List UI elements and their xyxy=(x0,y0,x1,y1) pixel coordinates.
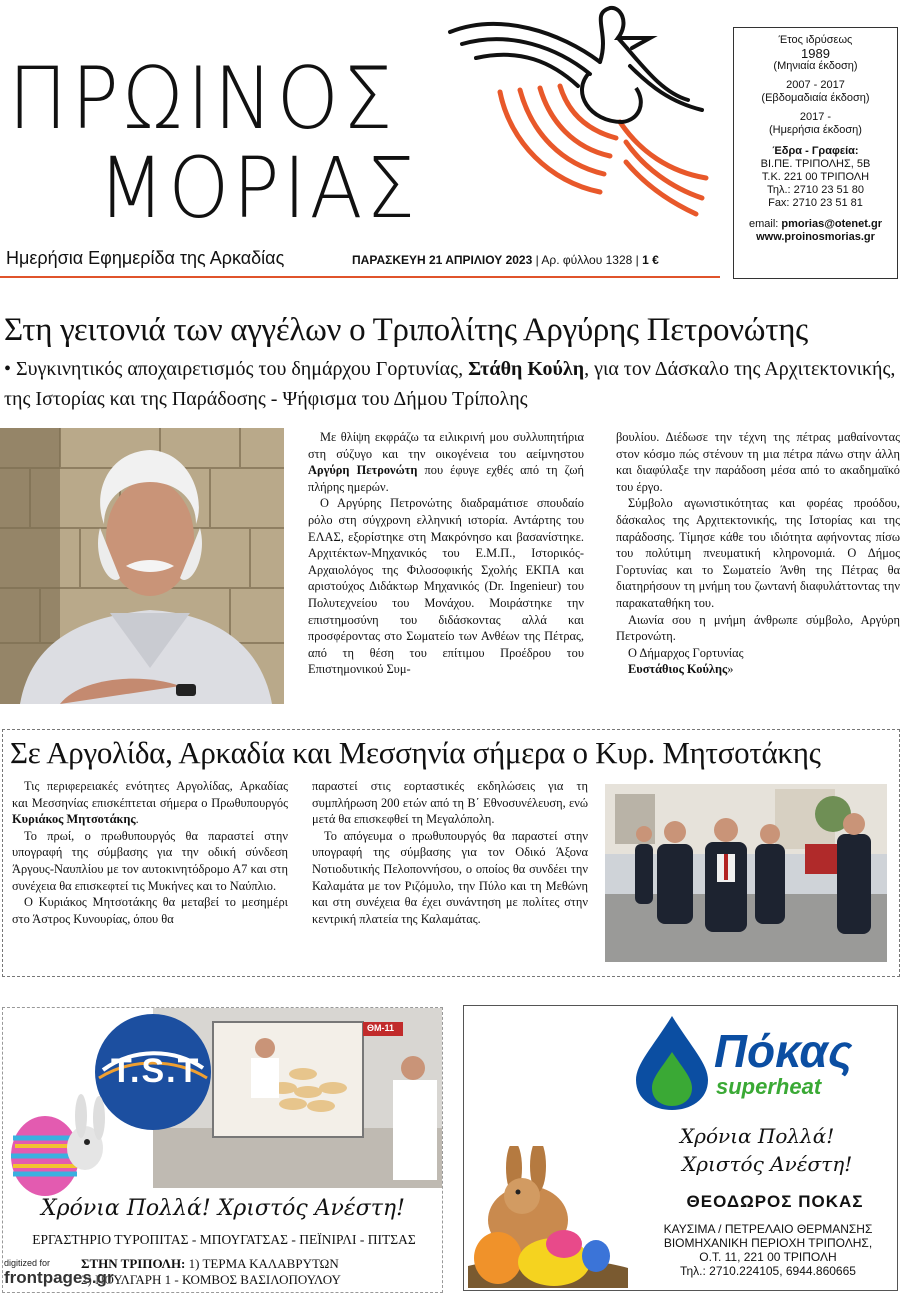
second-column-2 xyxy=(312,778,588,927)
fax: Fax: 2710 23 51 81 xyxy=(768,197,863,209)
period-1: 2007 - 2017 xyxy=(786,79,845,91)
second-c1-p2: Το πρωί, ο πρωθυπουργός θα παραστεί στην υπογραφή της σύμβασης για την οδική σύνδεση Άργους-Ναυπλίου με τον αυτοκινητόδρομο Α7 και στη συνέχεια θα επισκεφτεί τις Μυκήνες και το Ναύπλιο. xyxy=(12,828,288,893)
pokas-line-3: Ο.Τ. 11, 221 00 ΤΡΙΠΟΛΗ xyxy=(699,1250,837,1264)
portrait-photo xyxy=(0,428,284,704)
second-column-1 xyxy=(12,778,288,927)
email-link[interactable]: pmorias@otenet.gr xyxy=(781,218,882,230)
easter-bunny-eggs-icon xyxy=(468,1146,628,1288)
pokas-drop-icon xyxy=(632,1012,712,1112)
tst-greeting: Χρόνια Πολλά! Χριστός Ανέστη! xyxy=(41,1196,405,1221)
lead-signature-end: » xyxy=(727,662,734,677)
tst-sign-text: ΘΜ-11 xyxy=(367,1023,395,1033)
pokas-line-2: ΒΙΟΜΗΧΑΝΙΚΗ ΠΕΡΙΟΧΗ ΤΡΙΠΟΛΗΣ, xyxy=(663,1236,873,1250)
founded-note: (Μηνιαία έκδοση) xyxy=(773,60,858,72)
period-2-note: (Ημερήσια έκδοση) xyxy=(769,124,862,136)
period-2: 2017 - xyxy=(799,111,832,123)
founded-year: 1989 xyxy=(801,46,830,61)
lead-sub-part-b: , για τον Δάσκαλο της Αρχιτεκτονικής, της Ιστορίας και της Παράδοσης - Ψήφισμα του Δήμου Τρίπολης xyxy=(4,358,896,410)
lead-column-1 xyxy=(308,429,584,678)
lead-signature-name: Ευστάθιος Κούλης xyxy=(628,662,728,677)
tst-location-label: ΣΤΗΝ ΤΡΙΠΟΛΗ: xyxy=(81,1256,186,1271)
lead-c2-p3: Αιωνία σου η μνήμη άνθρωπε σύμβολο, Αργύρη Πετρονώτη. xyxy=(616,612,900,644)
pm-visit-photo-graphic xyxy=(605,784,887,962)
second-c1-p1-bold: Κυριάκος Μητσοτάκης xyxy=(12,812,136,827)
watermark-big: frontpages.gr xyxy=(4,1268,114,1287)
second-c1-p1-b: . xyxy=(135,812,139,827)
lead-c1-p2: Ο Αργύρης Πετρονώτης διαδραμάτισε σπουδαίο ρόλο στη σύγχρονη ελληνική ιστορία. Αντάρτης του ΕΛΑΣ, εξορίστηκε στη Μακρόνησο και βασανίστηκε. Αρχιτέκτων-Μηχανικός του Ε.Μ.Π., Ιστορικός-Αρχαιολόγος της Φιλοσοφικής Σχολής ΕΚΠΑ και αριστούχος Διδάκτωρ Μηχανικός (Dr. Ingenieur) του Πολυτεχνείου του Μονάχου. Μοιράστηκε την επιστημοσύνη του διδάσκοντας αλλά και προσφέροντας στο Σωματείο των Ανθέων της Πέτρας, από τη θέση του επίτιμου Προέδρου του Επιστημονικού Συμ- xyxy=(308,496,584,677)
lead-headline[interactable]: Στη γειτονιά των αγγέλων ο Τριπολίτης Αργύρης Πετρονώτης xyxy=(4,312,808,348)
email-label: email: xyxy=(749,218,779,230)
lead-c2-p2: Σύμβολο αγωνιστικότητας και φορέας προόδου, δάσκαλος της Αρχιτεκτονικής, της Ιστορίας και της παράδοσης. Τίμησε κάθε του ιδιότητα αφήνοντας πίσω του πολύτιμη πνευματική κληρονομιά. Ο Δήμος Γορτυνίας και το Σωματείο Άνθη της Πέτρας θα διατηρήσουν τη μνήμη του ζωντανή διαφυλάττοντας την παρακαταθήκη του. xyxy=(616,496,900,610)
tst-business-line: ΕΡΓΑΣΤΗΡΙΟ ΤΥΡΟΠΙΤΑΣ - ΜΠΟΥΓΑΤΣΑΣ - ΠΕΪΝΙΡΛΙ - ΠΙΤΣΑΣ xyxy=(32,1232,416,1247)
pokas-line-1: ΚΑΥΣΙΜΑ / ΠΕΤΡΕΛΑΙΟ ΘΕΡΜΑΝΣΗΣ xyxy=(663,1222,873,1236)
tagline: Ημερήσια Εφημερίδα της Αρκαδίας xyxy=(6,248,285,268)
lead-c2-p1: βουλίου. Διέδωσε την τέχνη της πέτρας μαθαίνοντας στον κόσμο πώς στένουν τη μια πέτρα πάνω στην άλλη και διαφύλαξε την παράδοση μέσα από το ακαδημαϊκό του έργο. xyxy=(616,430,900,494)
address-line-1: ΒΙ.ΠΕ. ΤΡΙΠΟΛΗΣ, 5Β xyxy=(760,158,871,170)
publication-info-box xyxy=(733,27,898,279)
period-1-note: (Εβδομαδιαία έκδοση) xyxy=(761,92,870,104)
second-c1-p1-a: Τις περιφερειακές ενότητες Αργολίδας, Αρκαδίας και Μεσσηνίας επισκέπτεται σήμερα ο Πρωθυπουργός xyxy=(12,779,288,810)
lead-c1-p1-a: Με θλίψη εκφράζω τα ειλικρινή μου συλλυπητήρια στη σύζυγο και την οικογένεια του αείμνηστου xyxy=(308,430,584,461)
lead-c1-p1-b: που έφυγε εχθές από τη ζωή πλήρης ημερών. xyxy=(308,463,584,494)
issue-number: | Αρ. φύλλου 1328 | xyxy=(535,253,639,267)
address-line-2: Τ.Κ. 221 00 ΤΡΙΠΟΛΗ xyxy=(761,171,870,183)
watermark-small: digitized for xyxy=(4,1258,51,1268)
issue-price: 1 € xyxy=(642,253,659,267)
dateline xyxy=(352,253,659,267)
issue-date: ΠΑΡΑΣΚΕΥΗ 21 ΑΠΡΙΛΙΟΥ 2023 xyxy=(352,253,533,267)
logo-line-2: ΜΟΡΙΑΣ xyxy=(98,139,419,237)
phone: Τηλ.: 2710 23 51 80 xyxy=(766,184,865,196)
pokas-greeting-1: Χρόνια Πολλά! xyxy=(680,1124,835,1148)
dove-logo-icon xyxy=(440,2,720,222)
pokas-brand: Πόκας xyxy=(714,1025,853,1077)
pokas-brand-sub: superheat xyxy=(716,1074,822,1099)
office-label: Έδρα - Γραφεία: xyxy=(772,145,859,157)
watermark xyxy=(4,1258,132,1292)
tst-location-2: 2) ΠΟΥΛΓΑΡΗ 1 - ΚΟΜΒΟΣ ΒΑΣΙΛΟΠΟΥΛΟΥ xyxy=(81,1272,341,1287)
pokas-advertisement[interactable] xyxy=(463,1005,898,1291)
masthead-rule xyxy=(0,276,720,278)
portrait-photo-graphic xyxy=(0,428,284,704)
lead-sub-part-a: • Συγκινητικός αποχαιρετισμός του δημάρχου Γορτυνίας, xyxy=(4,358,469,380)
tst-ad-graphic xyxy=(3,1008,442,1292)
second-c1-p1 xyxy=(12,778,288,828)
tst-logo-text: T.S.T xyxy=(111,1052,201,1090)
lead-c1-p1-bold: Αργύρη Πετρονώτη xyxy=(308,463,418,478)
lead-c1-p1 xyxy=(308,429,584,495)
lead-subheadline xyxy=(4,354,899,414)
pokas-line-4: Τηλ.: 2710.224105, 6944.860665 xyxy=(680,1264,856,1278)
founded-label: Έτος ιδρύσεως xyxy=(778,34,853,46)
pokas-owner: ΘΕΟΔΩΡΟΣ ΠΟΚΑΣ xyxy=(686,1192,864,1211)
second-c2-p2: Το απόγευμα ο πρωθυπουργός θα παραστεί στην υπογραφή της σύμβασης για τον Οδικό Άξονα Νοτιοδυτικής Πελοποννήσου, ο οποίος θα συνδέει την Καλαμάτα με τον Ριζόμυλο, την Πύλο και τη Μεθώνη και στη συνέχεια θα έχει συνάντηση με πολίτες στην κεντρική πλατεία της Καλαμάτας. xyxy=(312,828,588,926)
lead-c2-p4: Ο Δήμαρχος Γορτυνίας xyxy=(628,645,744,660)
tst-location-1-text: 1) ΤΕΡΜΑ ΚΑΛΑΒΡΥΤΩΝ xyxy=(185,1256,339,1271)
logo-line-1: ΠΡΩΙΝΟΣ xyxy=(8,49,397,149)
pm-visit-photo xyxy=(605,784,887,962)
second-c2-p1: παραστεί στις εορταστικές εκδηλώσεις για τη συμπλήρωση 200 ετών από τη Β΄ Εθνοσυνέλευση, ενώ μετά θα επισκεφθεί τη Μεγαλόπολη. xyxy=(312,779,588,827)
pokas-greeting-2: Χριστός Ανέστη! xyxy=(682,1152,853,1176)
lead-column-2 xyxy=(616,429,900,678)
pokas-details xyxy=(640,1222,896,1278)
lead-sub-bold: Στάθη Κούλη xyxy=(468,358,585,380)
second-headline[interactable]: Σε Αργολίδα, Αρκαδία και Μεσσηνία σήμερα ο Κυρ. Μητσοτάκης xyxy=(10,735,821,770)
lead-c2-signature xyxy=(616,661,900,678)
second-c1-p3: Ο Κυριάκος Μητσοτάκης θα μεταβεί το μεσημέρι στο Άστρος Κυνουρίας, όπου θα xyxy=(12,895,288,926)
tst-advertisement[interactable] xyxy=(2,1007,443,1293)
website-link[interactable]: www.proinosmorias.gr xyxy=(756,231,875,243)
